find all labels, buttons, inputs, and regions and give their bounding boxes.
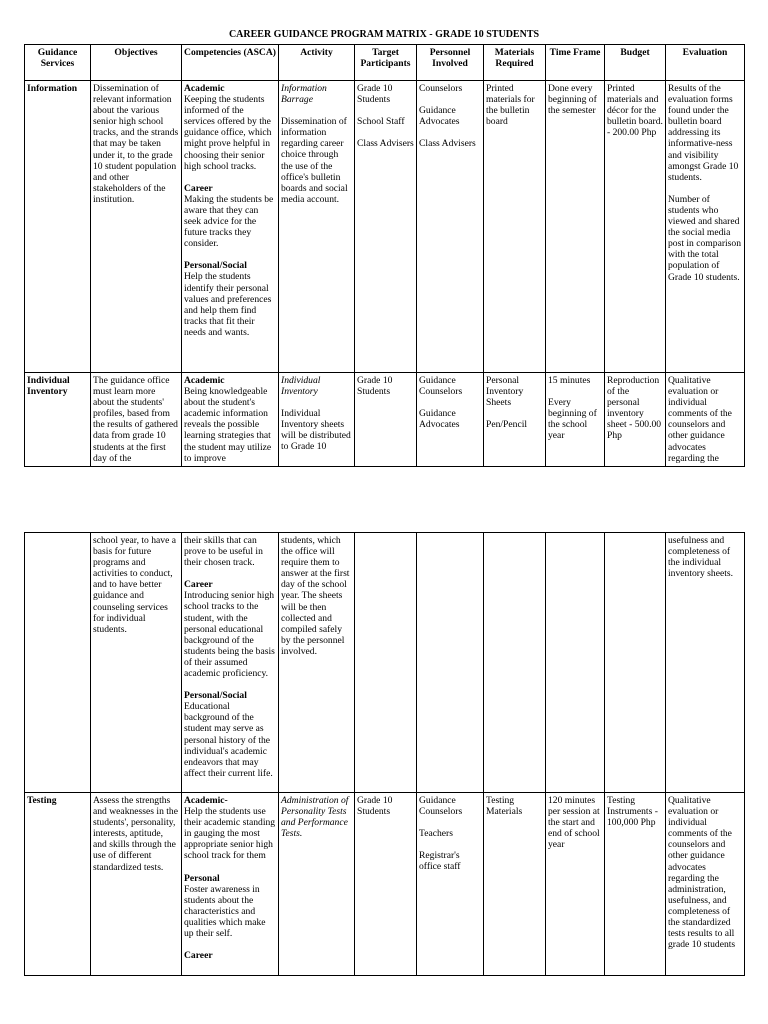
materials-cell: Testing Materials [484,793,546,976]
competency-text: Educational background of the student may serve as personal history of the individual's academic endeavors that may affect their current life. [184,701,273,779]
matrix-table-top [24,44,745,467]
objective-cell: The guidance office must learn more about the students' profiles, based from the results of gathered data from grade 10 students at the first day of the [91,373,182,467]
budget-cell: Printed materials and décor for the bulletin board. - 200.00 Php [605,81,666,373]
competency-cell [182,793,279,976]
competency-cell [182,81,279,373]
materials-item: Pen/Pencil [486,419,528,431]
materials-cell [484,533,546,793]
activity-title: Administration of Personality Tests and Performance Tests. [281,795,349,840]
competency-text: Help the students identify their personal values and preferences and help them find tracks that fit their needs and wants. [184,271,272,338]
personnel-item: Guidance Advocates [419,105,460,128]
page-title: CAREER GUIDANCE PROGRAM MATRIX - GRADE 10 STUDENTS [228,29,540,40]
competency-text: Foster awareness in students about the characteristics and qualities which make up their self. [184,883,266,940]
target-cell: Grade 10 Students [355,793,417,976]
service-name: Information [25,81,91,373]
time-cell: 120 minutes per session at the start and end of school year [546,793,605,976]
table-row [25,793,745,976]
competency-heading: Personal [184,872,220,884]
target-cell [355,533,417,793]
competency-heading: Personal/Social [184,260,247,272]
competency-text: Help the students use their academic standing in gauging the most appropriate senior high school track for them [184,806,276,862]
evaluation-text: Results of the evaluation forms found under the bulletin board addressing its informative-ness and visibility amongst Grade 10 students. [668,83,739,183]
service-name [25,533,91,793]
competency-text: Making the students be aware that they can seek advice for the future tracks they consider. [184,193,274,250]
competency-text: Keeping the students informed of the services offered by the guidance office, which might prove helpful in choosing their senior high school tracks. [184,94,272,172]
personnel-cell [417,533,484,793]
competency-heading: Academic [184,375,225,386]
budget-cell [605,533,666,793]
competency-text: Being knowledgeable about the student's academic information reveals the possible learning strategies that the student may utilize to improve [184,386,272,464]
objective-cell: Dissemination of relevant information about the various senior high school tracks, and the strands that may be taken under it, to the grade 10 student population and other stakeholders of the institution. [91,81,182,373]
activity-cell [279,81,355,373]
competency-text: their skills that can prove to be useful in their chosen track. [184,535,263,569]
service-name: Testing [25,793,91,976]
time-cell [546,373,605,467]
target-cell: Grade 10 Students [355,373,417,467]
table-row [25,81,745,373]
matrix-table-bottom [24,532,745,976]
table-row [25,533,745,793]
competency-text: Introducing senior high school tracks to the student, with the personal educational background of the students being the basis of their assumed academic proficiency. [184,590,275,680]
personnel-item: Teachers [419,828,453,840]
activity-title: Individual Inventory [281,375,321,398]
header-cell: Activity [279,45,355,81]
evaluation-cell: Qualitative evaluation or individual comments of the counselors and other guidance advocates regarding the administration, usefulness, and completeness of the standardized tests results to all grade 10 students [666,793,745,976]
competency-heading: Career [184,182,213,194]
personnel-item: Registrar's office staff [419,850,461,873]
competency-heading: Academic- [184,795,228,806]
competency-heading: Career [184,950,213,962]
personnel-item: Guidance Counselors [419,375,463,398]
service-name: Individual Inventory [25,373,91,467]
competency-cell [182,533,279,793]
objective-cell: Assess the strengths and weaknesses in the students', personality, interests, aptitude, and skills through the use of different standardized tests. [91,793,182,976]
target-cell [355,81,417,373]
header-cell: Objectives [91,45,182,81]
evaluation-cell: Qualitative evaluation or individual comments of the counselors and other guidance advocates regarding the [666,373,745,467]
header-cell: Target Participants [355,45,417,81]
competency-heading: Career [184,579,213,591]
personnel-item: Guidance Advocates [419,408,460,431]
activity-cell: students, which the office will require them to answer at the first day of the school year. The sheets will be then collected and compiled safely by the personnel involved. [279,533,355,793]
materials-cell [484,373,546,467]
materials-item: Personal Inventory Sheets [486,375,524,409]
time-cell: Done every beginning of the semester [546,81,605,373]
budget-cell: Testing Instruments - 100,000 Php [605,793,666,976]
header-cell: Materials Required [484,45,546,81]
personnel-item: Class Advisers [419,138,476,150]
target-item: Class Advisers [357,138,414,150]
header-cell: Time Frame [546,45,605,81]
target-item: School Staff [357,116,405,128]
personnel-item: Counselors [419,83,463,94]
table-row [25,373,745,467]
evaluation-text: Number of students who viewed and shared the social media post in comparison with the total population of Grade 10 students. [668,193,742,283]
budget-cell: Reproduction of the personal inventory sheet - 500.00 Php [605,373,666,467]
activity-text: Individual Inventory sheets will be distributed to Grade 10 [281,408,351,453]
activity-text: Dissemination of information regarding career choice through the use of the office's bulletin boards and social media account. [281,116,348,205]
activity-cell [279,793,355,976]
header-row [25,45,745,81]
time-item: 15 minutes [548,375,591,386]
evaluation-cell [666,81,745,373]
activity-title: Information Barrage [281,83,327,106]
personnel-item: Guidance Counselors [419,795,463,818]
header-cell: Competencies (ASCA) [182,45,279,81]
time-item: Every beginning of the school year [548,397,597,442]
competency-cell [182,373,279,467]
target-item: Grade 10 Students [357,83,393,106]
personnel-cell [417,373,484,467]
header-cell: Personnel Involved [417,45,484,81]
personnel-cell [417,81,484,373]
personnel-cell [417,793,484,976]
header-cell: Guidance Services [25,45,91,81]
header-cell: Budget [605,45,666,81]
competency-heading: Personal/Social [184,690,247,702]
objective-cell: school year, to have a basis for future programs and activities to conduct, and to have better guidance and counseling services for individual students. [91,533,182,793]
time-cell [546,533,605,793]
header-cell: Evaluation [666,45,745,81]
evaluation-cell: usefulness and completeness of the individual inventory sheets. [666,533,745,793]
activity-cell [279,373,355,467]
competency-heading: Academic [184,83,225,94]
materials-cell: Printed materials for the bulletin board [484,81,546,373]
